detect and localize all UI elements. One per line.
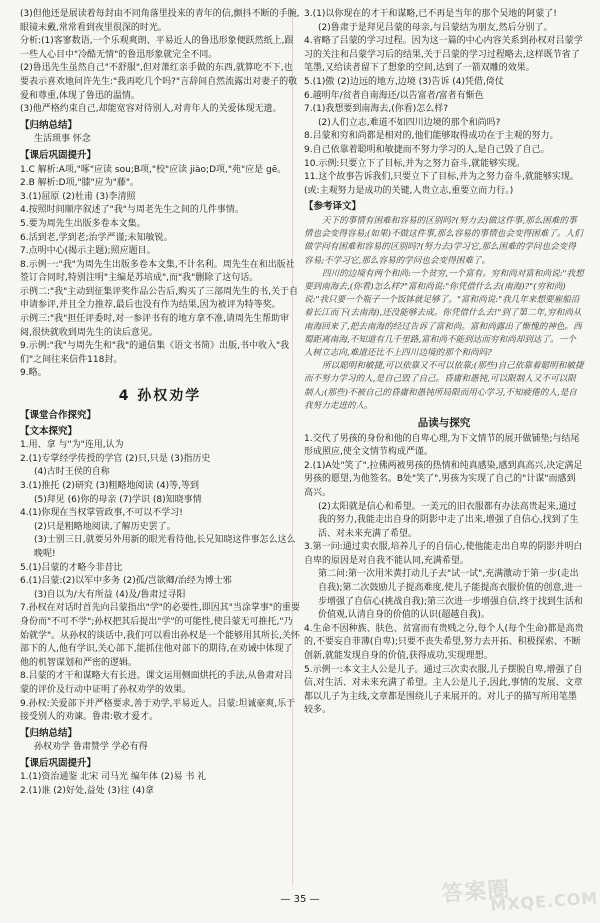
translation-paragraph: 所以聪明和敏捷,可以依靠又不可以依靠;(那些)自己依靠着聪明和敏捷而不努力学习的人,是自己毁了自己。昏庸和愚钝,可以限制人又不可以限制人;(那些)不被自己的昏庸和愚钝所局限而用心学习,不知疲倦的人,是自我努力走进的人。 — [304, 361, 584, 411]
answer-line: 生活琐事 怀念 — [34, 134, 91, 145]
answer-line: (4)古时王侯的自称 — [34, 467, 110, 478]
answer-line: 4.省略了吕蒙的学习过程。因为这一篇的中心内容关系到孙权对吕蒙学习的关注和吕蒙学习后的结果,关于吕蒙的学习过程略去,这样既节省了笔墨,又给读者留下了想象的空间,达到了一箭双雕的效果。 — [304, 36, 583, 74]
answer-line: 孙权劝学 鲁肃赞学 学必有得 — [34, 742, 148, 753]
answer-line: 示例三:"我"担任评委时,对一参评书有的地方拿不准,请周先生帮助审阅,很快就收到周先生的读后意见。 — [20, 314, 290, 338]
answer-line: 6.越明年/贫者自南海还/以告富者/富者有惭色 — [304, 90, 484, 101]
answer-line: (2)人们立志,难道不如四川边境的那个和尚吗? — [318, 117, 501, 128]
right-column — [304, 8, 584, 718]
answer-line: 4.按照时间顺序叙述了"我"与周老先生之间的几件事情。 — [20, 205, 244, 216]
watermark-logo — [440, 877, 599, 922]
answer-line: 1.交代了男孩的身份和他的自卑心理,为下文情节的展开做铺垫;与结尾形成照应,使全文情节构成严谨。 — [304, 433, 580, 458]
translation-paragraph: 天下的事情有困难和容易的区别吗?(努力去)做这件事,那么困难的事情也会变得容易;(如果)不做这件事,那么容易的事情也会变得困难了。人们做学问有困难和容易的区别吗?(努力去)学习它,那么困难的学问也会变得容易;不学习它,那么容易的学问也会变得困难了。 — [304, 215, 583, 266]
answer-line: 9.孙权:关爱部下并严格要求,善于劝学,平易近人。吕蒙:坦诚豪爽,乐于接受别人的劝谏。鲁肃:敬才爱才。 — [20, 698, 296, 723]
answer-line: 分析:(1)客寥数语,一个乐观爽朗、平易近人的鲁迅形象便跃然纸上,跟一些人心目中"冷酷无情"的鲁迅形象就完全不同。 — [20, 36, 294, 60]
answer-line: 10.示例:只要立下了目标,并为之努力奋斗,就能够实现。 — [304, 158, 526, 169]
answer-line: 7.(1)我想要到南海去,(你看)怎么样? — [304, 104, 448, 115]
answer-line: 2.(1)谁 (2)好处,益处 (3)往 (4)拿 — [20, 786, 155, 797]
answer-line: (2)只是粗略地阅读,了解历史罢了。 — [34, 521, 176, 532]
watermark-line-1: 答案圈 — [440, 877, 512, 908]
answer-line: 3.(1)以你现在的才干和谋略,已不再是当年的那个吴地的阿蒙了! — [304, 9, 557, 19]
answer-line: (2)鲁肃于是拜见吕蒙的母亲,与吕蒙结为朋友,然后分别了。 — [318, 22, 553, 33]
answer-line: 5.示例一:本文主人公是儿子。通过三次卖衣服,儿子摆脱自卑,增强了自信,对生活、对未来充满了希望。主人公是儿子,因此,事情的发展、文章都以儿子为主线,文章都是围绕儿子来展开的。对儿子的描写所用笔墨较多。 — [304, 664, 583, 716]
answer-line: 5.(1)傲 (2)边远的地方,边境 (3)告诉 (4)凭借,倚仗 — [304, 76, 504, 87]
answer-line: 2.(1)专掌经学传授的学官 (2)只,只是 (3)指历史 — [20, 453, 211, 464]
answer-line: 5.要为周先生出版多卷本文集。 — [20, 218, 146, 229]
answer-line: 5.(1)吕蒙的才略今非昔比 — [20, 562, 123, 573]
section-heading: 【课后巩固提升】 — [20, 757, 97, 769]
answer-line: 2.B 解析:D项,"膝"应为"藤"。 — [20, 178, 140, 189]
answer-line: 11.这个故事告诉我们,只要立下了目标,并为之努力奋斗,就能够实现。(或:主观努力是成功的关键,人贵立志,重要立而力行。) — [304, 172, 579, 196]
answer-line: 1.用、拿 与"为"连用,认为 — [20, 440, 124, 451]
answer-line: 第二问:第一次用米黄打动儿子去"试一试",充满激动于第一步(走出自我);第二次鼓励儿子提高难度,使儿子能提高衣服价值的创意,进一步增强了自信心(挑战自我);第三次进一步增强自信,终于找到生活和价值观,认清自身的价值的认识(超越自我)。 — [318, 569, 583, 621]
answer-line: 8.吕蒙的才干和谋略大有长进。课文运用侧面烘托的手法,从鲁肃对吕蒙的评价及行动中证明了孙权劝学的效果。 — [20, 671, 293, 695]
section-heading: 【参考译文】 — [304, 201, 362, 213]
page-number: — 35 — — [280, 894, 320, 905]
answer-line: 7.点明中心(揭示主题);照应题目。 — [20, 246, 156, 257]
answer-line: 示例二:"我"主动到征集评奖作品公告后,购买了三部周先生的书,关于自申请参评,并且全力推荐,最后也没有作为结果,因为被评为特等奖。 — [20, 286, 299, 311]
answer-line: 9.略。 — [20, 368, 47, 379]
translation-paragraph: 四川的边境有两个和尚:一个贫穷,一个富有。穷和尚对富和尚说:"我想要到南海去,(你看)怎么样?"富和尚说:"你凭借什么去(南海)?"(穷和尚)说:"我只要一个瓶子一个饭钵就足够了。"富和尚说:"我几年来想要雇船沿着长江而下(去南海),还没能够去成。你凭借什么去!"到了第二年,穷和尚从南海回来了,把去南海的经过告诉了富和尚。富和尚露出了惭愧的神色。西蜀距离南海,不知道有几千里路,富和尚不能到达而穷和尚却到达了。一个人树立志向,难道还比不上四川边境的那个和尚吗? — [304, 268, 584, 358]
answer-line: 3.第一问:通过卖衣服,培养儿子的自信心,使他能走出自卑的阴影并明白自卑的原因是对自我不能认同,充满希望。 — [304, 542, 583, 566]
answer-line: 8.示例一:"我"为周先生出版多卷本文集,不计名利。周先生在和出版社签订合同时,特别注明"主编是苏培成",而"我"删除了这句话。 — [20, 259, 295, 284]
answer-line: (3)士别三日,就要另外用新的眼光看待他,长兄知晓这件事怎么这么晚呢! — [34, 535, 296, 559]
answer-line: 2.(1)A处"笑了",拉佛两被男孩的热情和纯真感染,感到真高兴,决定满足男孩的愿望,为他签名。B处"笑了",男孩为实现了自己的"计谋"而感到高兴。 — [304, 460, 583, 498]
answer-line: 3.(1)屈原 (2)杜甫 (3)李清照 — [20, 191, 136, 202]
answer-line: 9.自己依靠着聪明和敏捷而不努力学习的人,是自己毁了自己。 — [304, 144, 550, 155]
answer-line: 1.(1)资治通鉴 北宋 司马光 编年体 (2)易 书 礼 — [20, 772, 207, 783]
answer-line: 4.(1)你现在当权掌管政事,不可以不学习! — [20, 508, 183, 519]
chapter-title: 4 孙权劝学 — [118, 388, 202, 405]
answer-line: (2)鲁迅先生虽然自己"不舒服",但对萧红亲手做的东西,就算吃不下,也要表示喜欢地问许先生:"我再吃几个吗?"言辞间自然流露出对妻子的敬爱和尊重,体现了鲁迅的温情。 — [20, 63, 298, 101]
answer-line: 1.C 解析:A项,"啄"应读 sou;B项,"校"应读 jiào;D项,"苑"应是 gē。 — [20, 164, 287, 175]
answer-line: (3)但他还是展读着每封由不同角落里投来的青年的信,颤抖不断的手腕,眼镜未戴,常常看到夜里很深的时光。 — [20, 9, 300, 33]
answer-line: (3)他严格约束自己,却能宽容对待别人,对青年人的关爱体现无遗。 — [20, 104, 282, 115]
left-column — [20, 8, 300, 799]
section-heading: 【课堂合作探究】 — [20, 410, 97, 422]
answer-line: 9.示例:"我"与周先生和"我"的通信集《语文书简》出版,书中收入"我们"之间往来信件118封。 — [20, 341, 290, 365]
section-heading: 【归纳总结】 — [20, 119, 78, 131]
answer-line: 6.活到老,学到老;治学严谨;未知敏锐。 — [20, 232, 173, 243]
watermark-line-2: MXQE.COM — [489, 888, 599, 915]
answer-line: 6.(1)吕蒙:(2)以军中多务 (2)孤/岂欲卿/治经为博士邪 — [20, 576, 232, 587]
answer-line: 3.(1)推托 (2)研究 (3)粗略地阅读 (4)等,等到 — [20, 481, 200, 491]
section-heading: 【归纳总结】 — [20, 727, 78, 739]
section-heading: 【课后巩固提升】 — [20, 149, 97, 161]
answer-line: 7.孙权在对话时首先向吕蒙指出"学"的必要性,即因其"当涂掌事"的重要身份而"不可不学";孙权把其后提出"学"的可能性,使吕蒙无可推托,"乃始就学"。从孙权的谈话中,我们可以看出孙权是一个能够用其所长,关怀部下的人,他有学识,关心部下,能抓住他对部下的期待,在劝诫中体现了他的机智谋划和严密的逻辑。 — [20, 603, 301, 668]
answer-line: 8.吕蒙和穷和尚都是相对的,他们能够取得成功在于主观的努力。 — [304, 131, 559, 142]
answer-line: (2)太阳就是信心和希望。一美元的旧衣服都有办法高贵起来,通过我的努力,我能走出自身的阴影中走了出来,增强了自信心,找到了生活、对未来充满了希望。 — [318, 501, 579, 539]
section-title: 品读与探究 — [417, 416, 471, 429]
section-heading: 【文本探究】 — [20, 425, 78, 437]
answer-line: (5)拜见 (6)你的母亲 (7)学识 (8)知晓事情 — [34, 494, 202, 505]
answer-line: 4.生命不因种族、肤色、贫富而有贵贱之分,每个人(每个生命)都是高贵的,不要妄自菲薄(自卑);只要不丧失希望,努力去开拓、积极探索、不断创新,就能发现自身的价值,获得成功,实现理想。 — [304, 623, 584, 662]
answer-line: (3)自以为/大有所益 (4)及/鲁肃过寻阳 — [34, 589, 186, 600]
